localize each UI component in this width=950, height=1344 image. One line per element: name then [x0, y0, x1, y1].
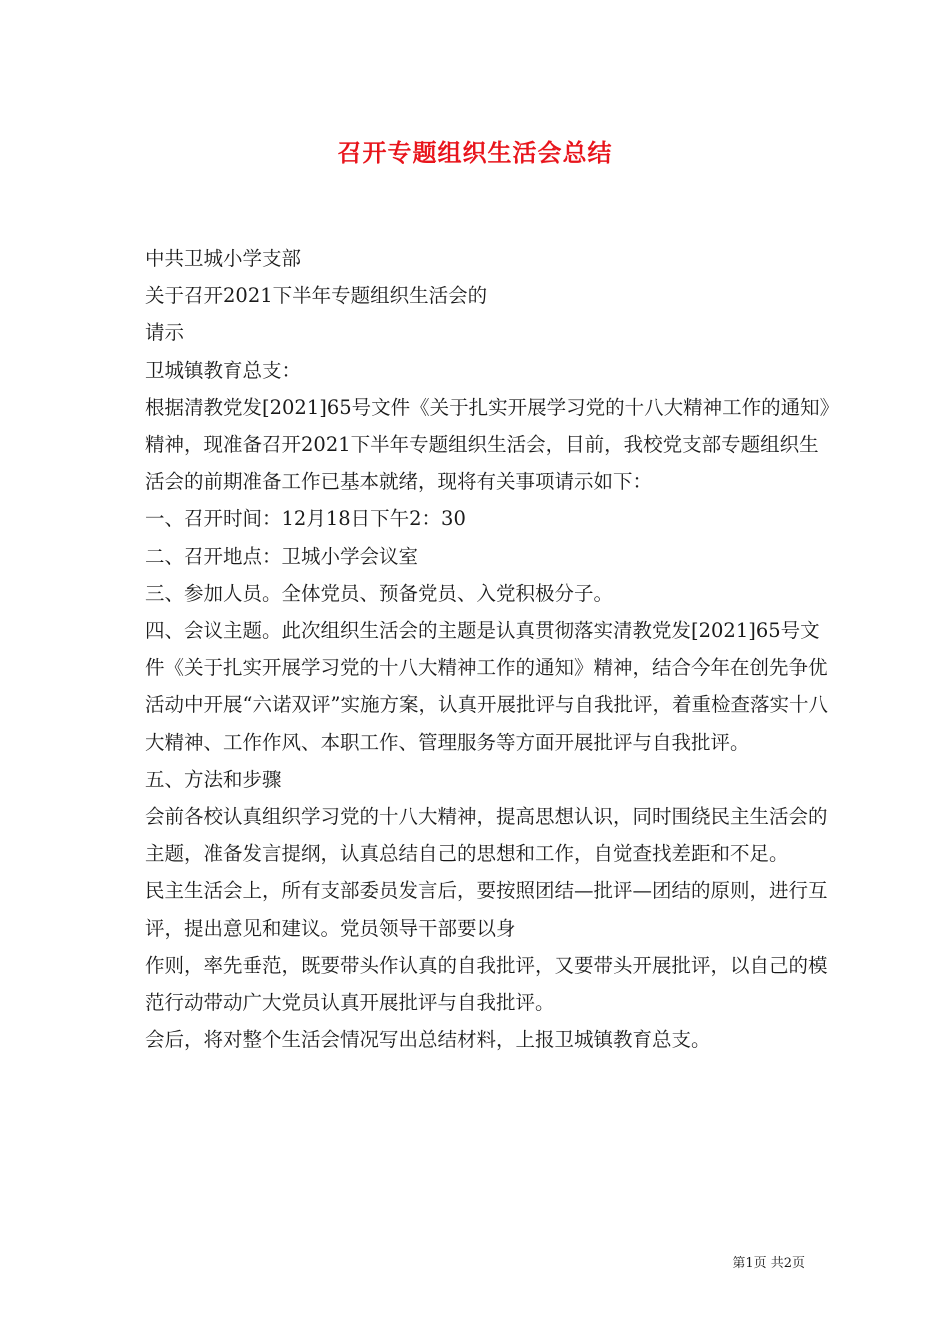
paragraph-after-meeting: 会后，将对整个生活会情况写出总结材料，上报卫城镇教育总支。	[145, 1028, 711, 1052]
request-label: 请示	[145, 321, 185, 345]
document-title: 召开专题组织生活会总结	[337, 138, 613, 167]
document-body	[145, 240, 835, 1058]
item-methods-heading: 五、方法和步骤	[145, 767, 282, 791]
paragraph-intro: 根据清教党发[2021]65号文件《关于扎实开展学习党的十八大精神工作的通知》精神，现准备召开2021下半年专题组织生活会，目前，我校党支部专题组织生活会的前期准备工作已基本就绪，现将有关事项请示如下：	[145, 395, 830, 494]
paragraph-lead-by-example: 作则，率先垂范，既要带头作认真的自我批评，又要带头开展批评，以自己的模范行动带动广大党员认真开展批评与自我批评。	[145, 953, 828, 1015]
item-attendees: 三、参加人员。全体党员、预备党员、入党积极分子。	[145, 581, 614, 605]
item-theme: 四、会议主题。此次组织生活会的主题是认真贯彻落实清教党发[2021]65号文件《关于扎实开展学习党的十八大精神工作的通知》精神，结合今年在创先争优活动中开展“六诺双评”实施方案，认真开展批评与自我批评，着重检查落实十八大精神、工作作风、本职工作、管理服务等方面开展批评与自我批评。	[145, 619, 828, 754]
item-time: 一、召开时间：12月18日下午2：30	[145, 507, 466, 531]
organization-name: 中共卫城小学支部	[145, 247, 302, 270]
paragraph-during-meeting: 民主生活会上，所有支部委员发言后，要按照团结—批评—团结的原则，进行互评，提出意见和建议。党员领导干部要以身	[145, 879, 828, 940]
item-location: 二、召开地点：卫城小学会议室	[145, 544, 419, 568]
paragraph-before-meeting: 会前各校认真组织学习党的十八大精神，提高思想认识，同时围绕民主生活会的主题，准备发言提纲，认真总结自己的思想和工作，自觉查找差距和不足。	[145, 805, 828, 866]
page-number: 第1页 共2页	[732, 1256, 805, 1271]
request-subject: 关于召开2021下半年专题组织生活会的	[145, 284, 488, 308]
addressee: 卫城镇教育总支：	[145, 358, 302, 382]
